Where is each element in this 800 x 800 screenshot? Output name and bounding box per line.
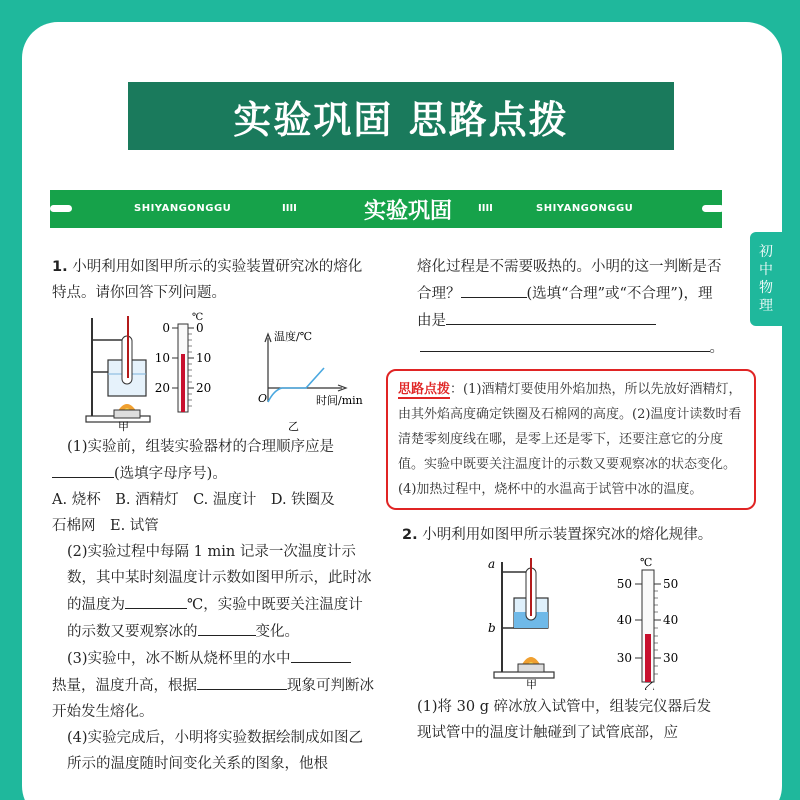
section-title: 实验巩固 [364, 199, 453, 224]
q2-figure [402, 554, 724, 690]
q1-part1-answer-line [52, 460, 374, 487]
answer-blank[interactable] [446, 307, 656, 325]
hint-label: 思路点拨 [398, 382, 451, 397]
section-bar [50, 190, 722, 228]
q1-options-line1: A. 烧杯 B. 酒精灯 C. 温度计 D. 铁圈及 [52, 492, 335, 508]
hint-colon: ： [450, 382, 464, 397]
left-column [52, 254, 374, 777]
fig-label-yi: 乙 [288, 420, 299, 432]
q1-part4: (4)实验完成后，小明将实验数据绘制成如图乙所示的温度随时间变化关系的图象，他根 [67, 730, 364, 772]
label-a: a [488, 557, 496, 571]
fig-label-jia: 甲 [118, 420, 129, 432]
q1-part1-hint: (选填字母序号)。 [114, 466, 227, 482]
page-card [22, 22, 782, 800]
q1-stem-text: 小明利用如图甲所示的实验装置研究冰的熔化特点。请你回答下列问题。 [52, 259, 363, 301]
q1-figure-drawing [52, 310, 374, 432]
q1-part2-text: (2)实验过程中每隔 1 min 记录一次温度计示数，其中某时刻温度计示数如图甲所示，此时冰的温度为 [67, 544, 372, 613]
q2-fig-label-yi: 乙 [644, 680, 655, 690]
bar-right-pill [702, 205, 724, 212]
q2-tick-right: 40 [663, 613, 679, 627]
q1-cont-period: 。 [709, 340, 724, 356]
bar-left-ticks: IIII [282, 203, 297, 214]
q1-part3-text-c: 现象可判断冰开始发生熔化。 [52, 678, 374, 720]
q1-options-line2: 石棉网 E. 试管 [52, 518, 159, 534]
hint-text: (1)酒精灯要使用外焰加热，所以先放好酒精灯，由其外焰高度确定铁圈及石棉网的高度。(2)温度计读数时看清楚零刻度线在哪，是零上还是零下，还要注意它的分度值。实验中既要关注温度计的示数又要观察冰的状态变化。(4)加热过程中，烧杯中的水温高于试管中冰的温度。 [398, 382, 742, 497]
q2-thermo-unit: ℃ [640, 556, 653, 569]
thermo-unit: ℃ [192, 312, 204, 323]
thermo-tick-left: 0 [162, 321, 170, 335]
q1-cont-text-b: (选填“合理”或“不合理”)，理由是 [417, 286, 713, 329]
q2-figure-drawing [402, 554, 724, 690]
thermo-tick-right: 20 [196, 381, 212, 395]
q2-part1: (1)将 30 g 碎冰放入试管中，组装完仪器后发现试管中的温度计触碰到了试管底部，应 [417, 699, 712, 741]
q1-cont-text: 熔化过程是不需要吸热的。小明的这一判断是否合理？ [417, 259, 722, 302]
q2-tick-right: 50 [663, 577, 679, 591]
q2-number: 2. [402, 527, 418, 543]
label-b: b [488, 621, 496, 635]
q1-continued [402, 254, 724, 334]
bar-right-ticks: IIII [478, 203, 493, 214]
q2-tick-right: 30 [663, 651, 679, 665]
page-title: 实验巩固 思路点拨 [128, 82, 674, 150]
right-column [398, 254, 742, 746]
thermo-tick-right: 0 [196, 321, 204, 335]
answer-blank[interactable] [291, 645, 351, 663]
answer-blank[interactable] [198, 618, 256, 636]
bar-left-caption: SHIYANGONGGU [134, 203, 232, 214]
bar-right-caption: SHIYANGONGGU [536, 203, 634, 214]
q1-number: 1. [52, 259, 68, 275]
answer-blank[interactable] [461, 280, 527, 298]
q1-cont-end [402, 334, 724, 361]
q1-part3-line2 [52, 672, 374, 725]
bar-left-pill [50, 205, 72, 212]
hint-box [386, 369, 756, 510]
q1-part2-text-b: ℃，实验中既要关注温度计的示数又要观察冰的 [67, 597, 363, 640]
q1-part1-text: (1)实验前，组装实验器材的合理顺序应是 [67, 439, 335, 455]
answer-blank[interactable] [197, 672, 287, 690]
answer-blank[interactable] [125, 591, 187, 609]
answer-blank[interactable] [420, 334, 710, 352]
answer-blank[interactable] [52, 460, 114, 478]
thermo-tick-right: 10 [196, 351, 212, 365]
q1-part3 [52, 645, 374, 672]
q2-tick-left: 50 [616, 577, 632, 591]
q1-part2-text-c: 变化。 [255, 624, 299, 640]
q1-figure [52, 310, 374, 432]
q1-stem [52, 254, 374, 306]
q2-stem-text: 小明利用如图甲所示装置探究冰的熔化规律。 [422, 527, 713, 543]
graph-x-label: 时间/min [316, 394, 363, 407]
graph-origin: O [258, 392, 268, 405]
thermo-tick-left: 10 [154, 351, 170, 365]
q2-tick-left: 40 [616, 613, 632, 627]
q1-part3-text-b: 热量，温度升高，根据 [52, 678, 197, 694]
subject-tab[interactable]: 初中物理 [750, 232, 782, 326]
q1-part3-text: (3)实验中，冰不断从烧杯里的水中 [67, 651, 291, 667]
q2-fig-label-jia: 甲 [526, 678, 537, 690]
graph-y-label: 温度/℃ [274, 330, 313, 343]
q1-part2 [52, 539, 374, 645]
q2-stem [402, 522, 724, 548]
q2-tick-left: 30 [616, 651, 632, 665]
q1-part1 [52, 434, 374, 460]
thermo-tick-left: 20 [154, 381, 170, 395]
